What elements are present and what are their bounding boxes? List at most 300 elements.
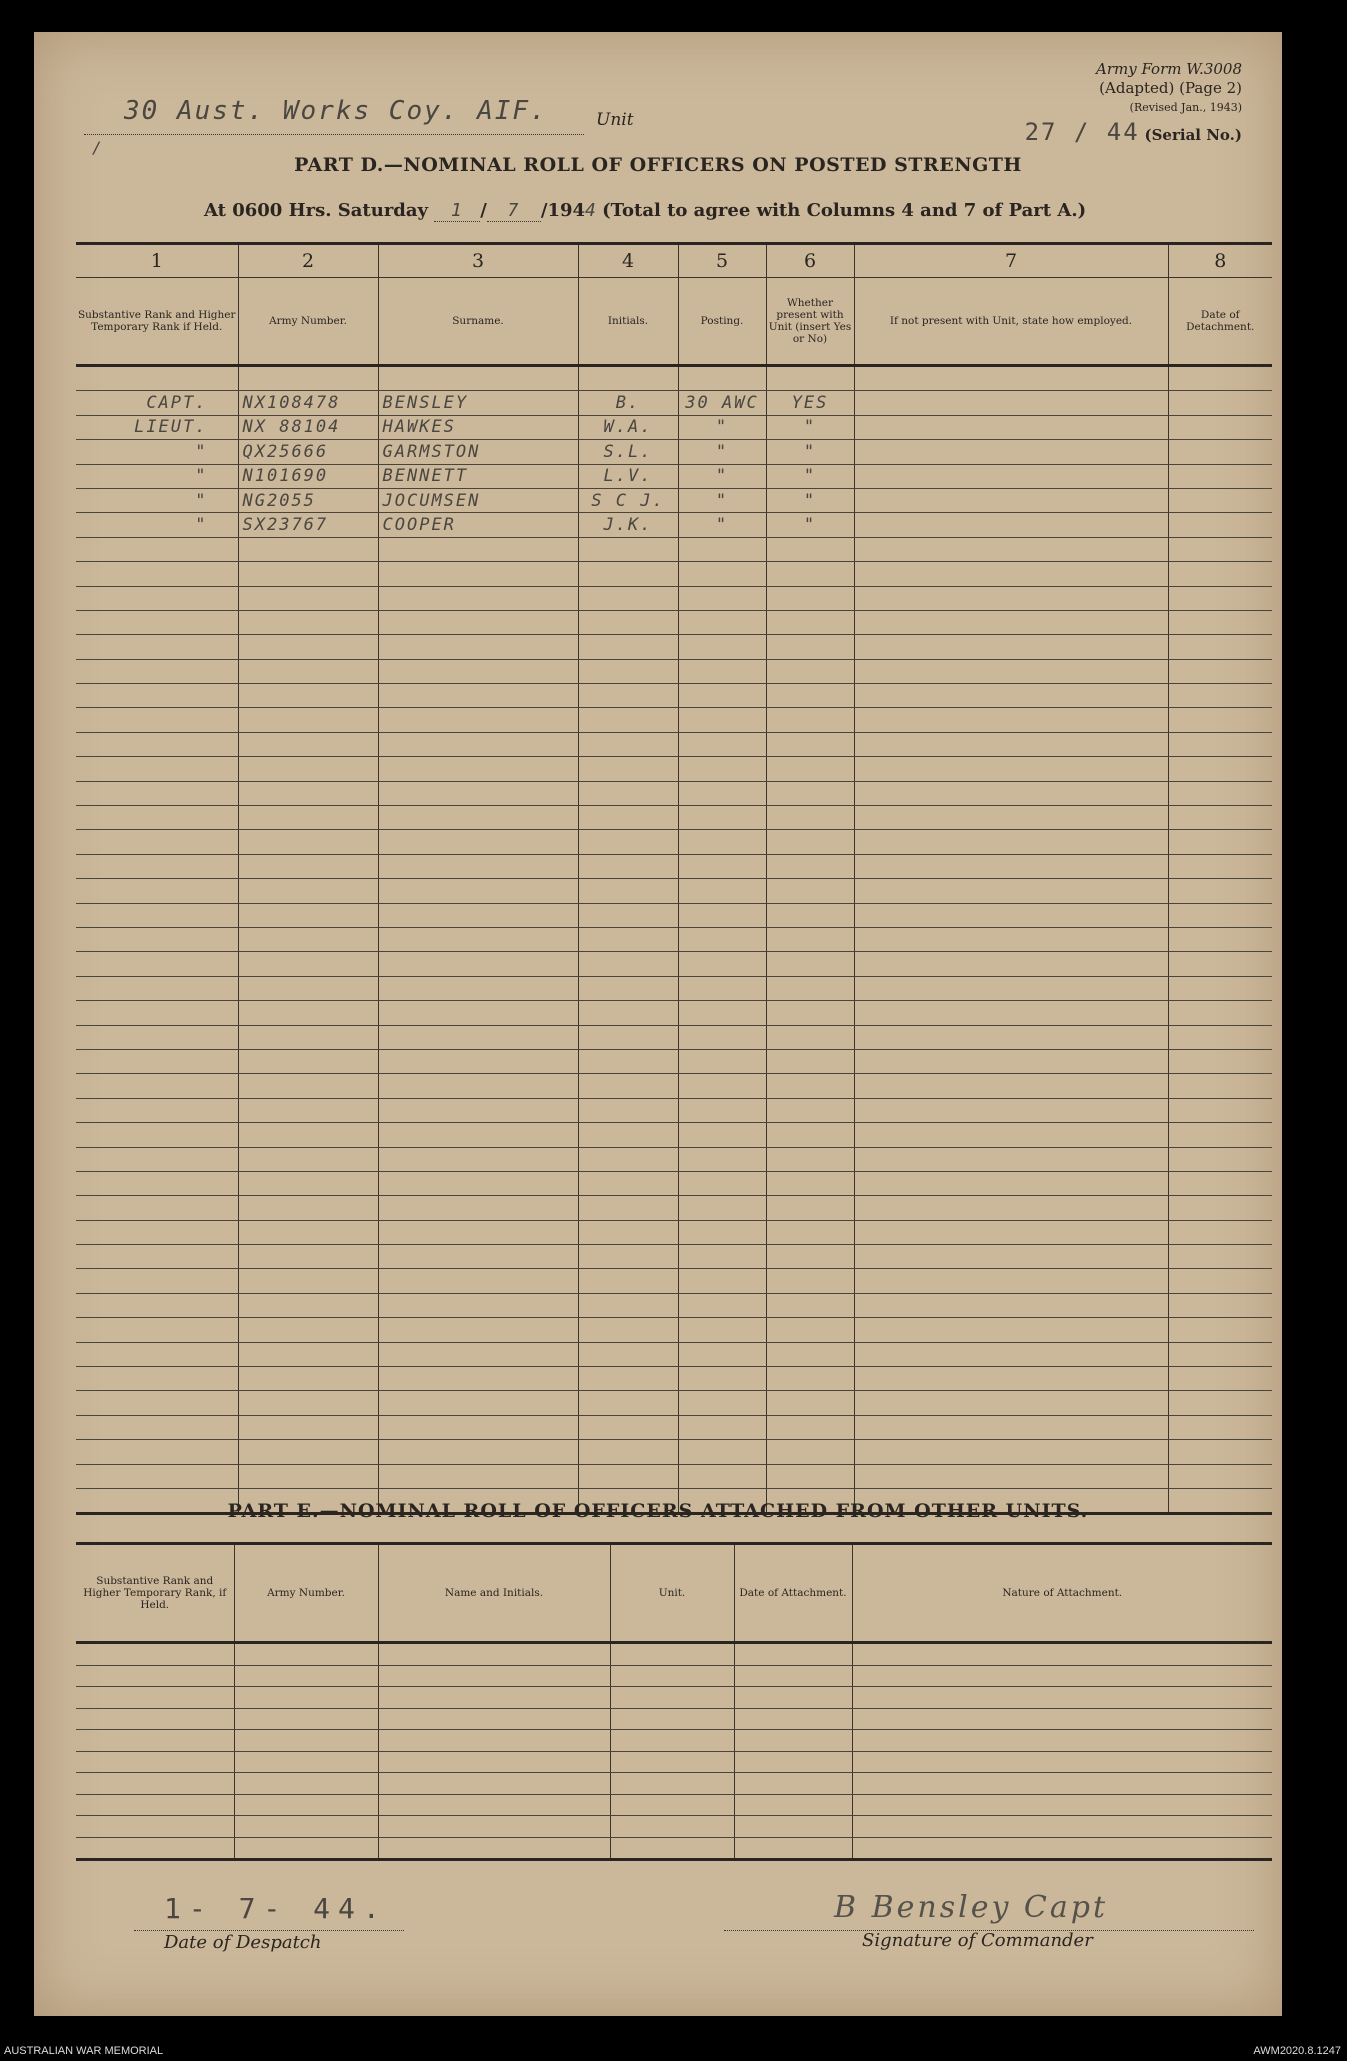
table-cell xyxy=(766,781,854,805)
table-cell xyxy=(1168,806,1272,830)
column-header: Army Number. xyxy=(234,1544,378,1643)
table-row xyxy=(76,708,1272,732)
table-cell xyxy=(378,1049,578,1073)
table-cell xyxy=(610,1751,734,1773)
column-header: Initials. xyxy=(578,278,678,366)
table-cell xyxy=(734,1665,852,1687)
table-cell xyxy=(578,1293,678,1317)
table-cell xyxy=(76,806,238,830)
table-cell xyxy=(766,952,854,976)
table-cell xyxy=(766,708,854,732)
table-cell xyxy=(238,854,378,878)
column-number: 6 xyxy=(766,244,854,278)
table-cell xyxy=(1168,440,1272,464)
table-cell: S.L. xyxy=(578,440,678,464)
signature-value: B Bensley Capt xyxy=(834,1890,1109,1925)
table-cell xyxy=(378,366,578,391)
table-cell xyxy=(238,879,378,903)
table-row xyxy=(76,562,1272,586)
column-number: 5 xyxy=(678,244,766,278)
table-cell xyxy=(238,952,378,976)
table-cell xyxy=(578,562,678,586)
table-cell xyxy=(578,1049,678,1073)
table-row xyxy=(76,1001,1272,1025)
table-row xyxy=(76,1342,1272,1366)
table-cell xyxy=(610,1730,734,1752)
table-cell xyxy=(854,1415,1168,1439)
table-cell xyxy=(76,708,238,732)
table-cell xyxy=(76,732,238,756)
table-cell xyxy=(238,1269,378,1293)
table-cell xyxy=(766,1098,854,1122)
table-row xyxy=(76,391,1272,415)
table-row xyxy=(76,1196,1272,1220)
table-cell xyxy=(610,1687,734,1709)
table-cell xyxy=(766,659,854,683)
table-cell xyxy=(238,1220,378,1244)
table-cell xyxy=(378,1098,578,1122)
table-cell xyxy=(766,537,854,561)
table-row xyxy=(76,1773,1272,1795)
table-row xyxy=(76,1269,1272,1293)
table-cell xyxy=(678,1318,766,1342)
table-cell xyxy=(378,1001,578,1025)
table-row xyxy=(76,1074,1272,1098)
table-cell xyxy=(578,684,678,708)
table-cell xyxy=(238,1342,378,1366)
table-cell xyxy=(678,1367,766,1391)
table-cell xyxy=(238,1196,378,1220)
table-cell: W.A. xyxy=(578,415,678,439)
table-cell xyxy=(378,1837,610,1860)
table-cell xyxy=(852,1665,1272,1687)
table-cell xyxy=(76,1245,238,1269)
table-cell xyxy=(1168,732,1272,756)
table-cell xyxy=(678,1123,766,1147)
table-cell xyxy=(76,586,238,610)
table-cell xyxy=(378,757,578,781)
table-cell xyxy=(76,903,238,927)
table-cell xyxy=(734,1816,852,1838)
table-cell xyxy=(76,562,238,586)
table-cell xyxy=(76,1391,238,1415)
table-cell xyxy=(678,1245,766,1269)
table-cell xyxy=(578,732,678,756)
table-cell xyxy=(1168,366,1272,391)
table-cell xyxy=(378,1708,610,1730)
table-cell xyxy=(76,1098,238,1122)
table-cell xyxy=(1168,952,1272,976)
table-cell xyxy=(238,1001,378,1025)
table-cell xyxy=(766,1245,854,1269)
column-header: Substantive Rank and Higher Temporary Rank, if Held. xyxy=(76,1544,234,1643)
table-cell xyxy=(854,391,1168,415)
table-row xyxy=(76,1367,1272,1391)
unit-value: 30 Aust. Works Coy. AIF. xyxy=(124,96,548,126)
table-cell xyxy=(1168,879,1272,903)
table-cell xyxy=(852,1751,1272,1773)
table-cell xyxy=(378,1196,578,1220)
table-cell xyxy=(378,1342,578,1366)
table-cell xyxy=(234,1708,378,1730)
table-cell: " xyxy=(678,415,766,439)
table-cell: JOCUMSEN xyxy=(378,488,578,512)
table-row xyxy=(76,610,1272,634)
table-cell: S C J. xyxy=(578,488,678,512)
table-cell xyxy=(76,1049,238,1073)
signature-line xyxy=(724,1888,1254,1931)
table-cell xyxy=(578,952,678,976)
column-number: 4 xyxy=(578,244,678,278)
table-cell xyxy=(378,1687,610,1709)
table-cell xyxy=(854,1391,1168,1415)
table-cell xyxy=(678,366,766,391)
table-cell xyxy=(678,1171,766,1195)
table-cell xyxy=(854,781,1168,805)
table-cell xyxy=(76,1816,234,1838)
table-row xyxy=(76,927,1272,951)
table-cell xyxy=(378,1794,610,1816)
table-cell xyxy=(578,976,678,1000)
table-row xyxy=(76,1464,1272,1488)
table-cell xyxy=(578,757,678,781)
table-cell xyxy=(76,1773,234,1795)
table-cell xyxy=(1168,1049,1272,1073)
table-cell: " xyxy=(766,488,854,512)
table-cell: N101690 xyxy=(238,464,378,488)
table-row xyxy=(76,830,1272,854)
table-cell: BENSLEY xyxy=(378,391,578,415)
table-cell xyxy=(76,1318,238,1342)
table-cell xyxy=(852,1837,1272,1860)
table-cell xyxy=(854,854,1168,878)
table-cell xyxy=(854,440,1168,464)
table-cell xyxy=(378,562,578,586)
table-cell xyxy=(238,1391,378,1415)
table-row xyxy=(76,1643,1272,1666)
table-cell xyxy=(238,732,378,756)
table-row xyxy=(76,1220,1272,1244)
table-cell xyxy=(238,927,378,951)
table-cell xyxy=(734,1773,852,1795)
table-cell xyxy=(678,1220,766,1244)
table-row xyxy=(76,1751,1272,1773)
table-cell xyxy=(578,1318,678,1342)
form-adapted: (Adapted) (Page 2) xyxy=(1099,79,1242,97)
table-cell xyxy=(854,1342,1168,1366)
table-cell xyxy=(678,854,766,878)
table-cell xyxy=(238,1464,378,1488)
table-cell xyxy=(238,1415,378,1439)
table-cell xyxy=(766,1342,854,1366)
column-header: Army Number. xyxy=(238,278,378,366)
table-cell xyxy=(378,1025,578,1049)
table-cell xyxy=(678,1269,766,1293)
table-cell: QX25666 xyxy=(238,440,378,464)
table-cell xyxy=(378,1318,578,1342)
table-cell xyxy=(238,1049,378,1073)
table-cell xyxy=(1168,1074,1272,1098)
table-cell xyxy=(854,366,1168,391)
table-cell xyxy=(76,1837,234,1860)
table-cell xyxy=(76,1730,234,1752)
table-cell xyxy=(766,1269,854,1293)
table-cell xyxy=(578,1367,678,1391)
table-cell xyxy=(578,1147,678,1171)
table-cell xyxy=(76,684,238,708)
table-row xyxy=(76,586,1272,610)
table-cell xyxy=(76,537,238,561)
table-cell xyxy=(234,1837,378,1860)
column-header: Date of Detachment. xyxy=(1168,278,1272,366)
table-cell xyxy=(578,1025,678,1049)
table-cell xyxy=(854,488,1168,512)
table-cell xyxy=(578,586,678,610)
table-cell xyxy=(1168,1269,1272,1293)
part-e-table xyxy=(76,1542,1272,1861)
table-cell xyxy=(766,1147,854,1171)
table-cell xyxy=(578,635,678,659)
table-cell: " xyxy=(76,440,238,464)
table-cell xyxy=(578,1464,678,1488)
table-cell xyxy=(378,684,578,708)
despatch-line xyxy=(134,1890,404,1931)
despatch-value: 1- 7- 44. xyxy=(164,1892,388,1925)
table-cell xyxy=(1168,1415,1272,1439)
form-name: Army Form W.3008 xyxy=(1096,60,1242,78)
table-cell xyxy=(610,1643,734,1666)
table-cell xyxy=(76,1001,238,1025)
table-cell xyxy=(854,927,1168,951)
table-cell xyxy=(76,1708,234,1730)
table-cell xyxy=(76,1643,234,1666)
table-cell xyxy=(1168,1123,1272,1147)
table-cell xyxy=(766,830,854,854)
table-cell xyxy=(854,513,1168,537)
column-header: Unit. xyxy=(610,1544,734,1643)
table-cell xyxy=(1168,586,1272,610)
table-cell xyxy=(1168,1464,1272,1488)
table-cell xyxy=(578,1171,678,1195)
table-cell xyxy=(234,1816,378,1838)
table-cell xyxy=(76,659,238,683)
table-cell xyxy=(238,830,378,854)
table-cell xyxy=(1168,610,1272,634)
table-row xyxy=(76,1245,1272,1269)
table-cell xyxy=(578,830,678,854)
table-row xyxy=(76,1318,1272,1342)
table-cell xyxy=(854,1025,1168,1049)
table-cell xyxy=(76,1440,238,1464)
signature-label: Signature of Commander xyxy=(862,1930,1093,1951)
column-header-row xyxy=(76,278,1272,366)
table-cell: " xyxy=(766,415,854,439)
table-cell xyxy=(766,635,854,659)
table-cell: " xyxy=(678,488,766,512)
table-cell xyxy=(678,757,766,781)
table-cell xyxy=(578,1415,678,1439)
table-cell xyxy=(238,806,378,830)
table-cell xyxy=(854,1074,1168,1098)
table-row xyxy=(76,537,1272,561)
table-cell xyxy=(76,1367,238,1391)
total-text: (Total to agree with Columns 4 and 7 of Part A.) xyxy=(602,200,1087,221)
table-cell xyxy=(852,1687,1272,1709)
table-cell xyxy=(678,659,766,683)
table-cell xyxy=(854,610,1168,634)
table-cell xyxy=(378,927,578,951)
table-cell xyxy=(578,708,678,732)
table-row xyxy=(76,1440,1272,1464)
table-row xyxy=(76,1415,1272,1439)
table-row xyxy=(76,1816,1272,1838)
table-cell xyxy=(1168,391,1272,415)
table-cell xyxy=(1168,1025,1272,1049)
table-cell xyxy=(1168,513,1272,537)
table-cell xyxy=(766,1001,854,1025)
table-cell: HAWKES xyxy=(378,415,578,439)
table-cell xyxy=(378,1147,578,1171)
table-cell xyxy=(234,1751,378,1773)
at-text: At 0600 Hrs. Saturday xyxy=(204,200,429,221)
table-row xyxy=(76,659,1272,683)
table-cell xyxy=(238,1367,378,1391)
table-cell xyxy=(578,854,678,878)
table-cell xyxy=(610,1773,734,1795)
table-cell xyxy=(766,976,854,1000)
table-cell xyxy=(854,708,1168,732)
table-cell xyxy=(378,1269,578,1293)
table-cell xyxy=(1168,1440,1272,1464)
table-cell: BENNETT xyxy=(378,464,578,488)
table-cell xyxy=(852,1730,1272,1752)
table-cell xyxy=(234,1687,378,1709)
table-row xyxy=(76,1049,1272,1073)
table-cell xyxy=(238,586,378,610)
table-cell xyxy=(734,1751,852,1773)
table-cell xyxy=(1168,415,1272,439)
table-cell xyxy=(766,1049,854,1073)
table-cell xyxy=(378,1464,578,1488)
table-cell: SX23767 xyxy=(238,513,378,537)
table-cell xyxy=(766,1196,854,1220)
table-cell xyxy=(378,854,578,878)
table-cell xyxy=(678,781,766,805)
table-row xyxy=(76,1708,1272,1730)
part-d-title: PART D.—NOMINAL ROLL OF OFFICERS ON POSTED STRENGTH xyxy=(294,154,1022,176)
table-cell xyxy=(578,537,678,561)
table-cell xyxy=(852,1816,1272,1838)
table-cell xyxy=(238,1318,378,1342)
table-cell xyxy=(76,1293,238,1317)
table-cell xyxy=(1168,1391,1272,1415)
part-d-table xyxy=(76,242,1272,1515)
table-cell xyxy=(76,781,238,805)
table-cell xyxy=(854,562,1168,586)
table-cell xyxy=(378,1665,610,1687)
column-header: Nature of Attachment. xyxy=(852,1544,1272,1643)
table-cell xyxy=(378,732,578,756)
table-row xyxy=(76,464,1272,488)
table-cell xyxy=(678,830,766,854)
table-cell xyxy=(678,537,766,561)
table-cell: " xyxy=(678,464,766,488)
table-cell xyxy=(610,1816,734,1838)
table-cell: " xyxy=(766,513,854,537)
table-row xyxy=(76,1837,1272,1860)
table-cell xyxy=(1168,854,1272,878)
table-cell xyxy=(678,1464,766,1488)
table-cell xyxy=(854,1123,1168,1147)
table-row xyxy=(76,366,1272,391)
table-cell xyxy=(238,610,378,634)
table-cell xyxy=(378,952,578,976)
table-row xyxy=(76,1665,1272,1687)
table-cell xyxy=(578,1074,678,1098)
table-cell xyxy=(76,1025,238,1049)
table-cell xyxy=(678,806,766,830)
table-cell xyxy=(854,1196,1168,1220)
table-cell xyxy=(76,1171,238,1195)
table-cell xyxy=(238,1147,378,1171)
table-cell xyxy=(76,1123,238,1147)
table-cell xyxy=(766,1171,854,1195)
table-cell xyxy=(678,1147,766,1171)
table-cell xyxy=(238,1123,378,1147)
column-number: 1 xyxy=(76,244,238,278)
table-cell xyxy=(766,1318,854,1342)
table-cell xyxy=(578,1391,678,1415)
table-cell xyxy=(678,879,766,903)
table-cell xyxy=(852,1643,1272,1666)
table-cell xyxy=(378,1123,578,1147)
table-cell xyxy=(238,659,378,683)
table-cell xyxy=(854,806,1168,830)
table-cell xyxy=(678,1391,766,1415)
column-number: 8 xyxy=(1168,244,1272,278)
table-cell: " xyxy=(766,464,854,488)
table-cell xyxy=(678,732,766,756)
column-header: Date of Attachment. xyxy=(734,1544,852,1643)
table-cell xyxy=(854,1367,1168,1391)
table-cell xyxy=(854,586,1168,610)
table-cell xyxy=(378,1293,578,1317)
table-cell: " xyxy=(766,440,854,464)
table-cell xyxy=(378,1245,578,1269)
table-cell xyxy=(238,635,378,659)
table-cell xyxy=(378,586,578,610)
table-cell xyxy=(678,1293,766,1317)
table-cell: NX 88104 xyxy=(238,415,378,439)
table-cell xyxy=(1168,635,1272,659)
column-header: Name and Initials. xyxy=(378,1544,610,1643)
table-cell xyxy=(578,1342,678,1366)
table-cell xyxy=(238,1025,378,1049)
table-row xyxy=(76,1025,1272,1049)
table-cell xyxy=(578,1220,678,1244)
table-cell xyxy=(1168,1196,1272,1220)
table-row xyxy=(76,1730,1272,1752)
table-cell xyxy=(378,1773,610,1795)
table-cell xyxy=(378,1074,578,1098)
table-cell xyxy=(238,976,378,1000)
table-cell xyxy=(766,1074,854,1098)
table-cell xyxy=(1168,757,1272,781)
column-header: Posting. xyxy=(678,278,766,366)
table-cell xyxy=(854,952,1168,976)
table-cell xyxy=(578,1269,678,1293)
table-cell xyxy=(1168,708,1272,732)
